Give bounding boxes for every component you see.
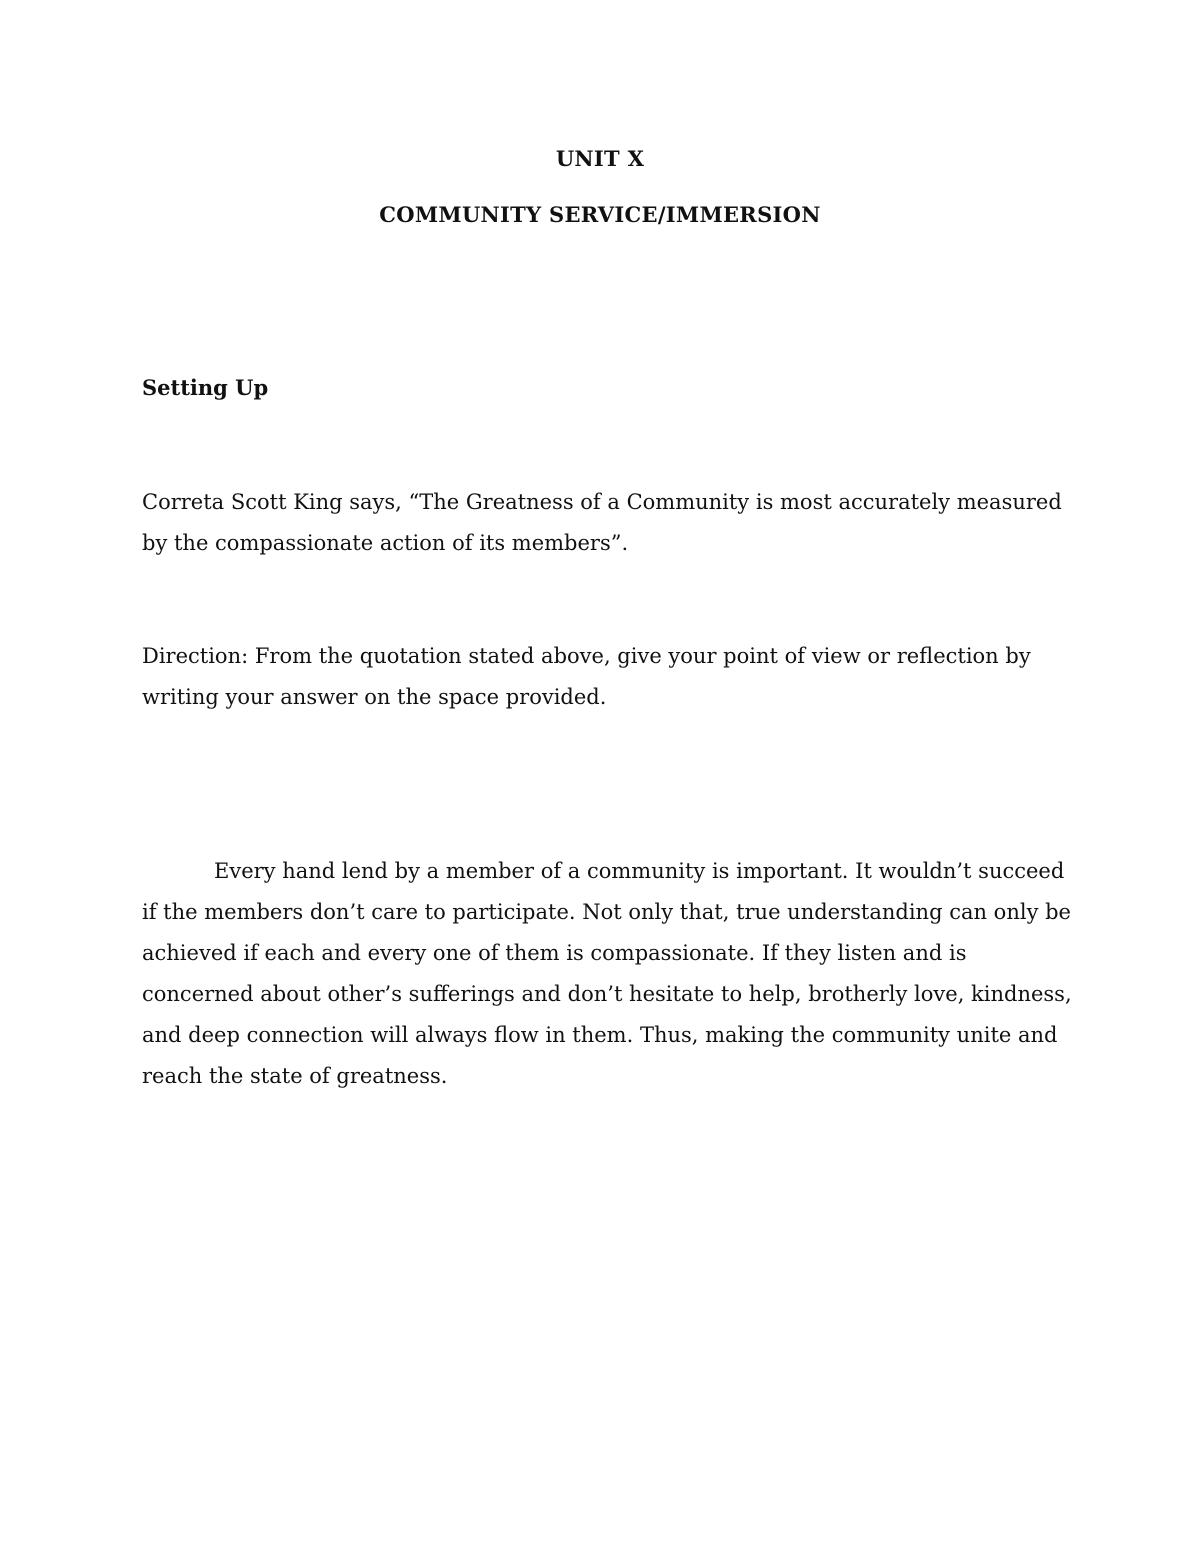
quote-paragraph: Correta Scott King says, “The Greatness of a Community is most accurately measured by the compassionate action of its members”. — [142, 490, 1062, 555]
unit-subtitle: COMMUNITY SERVICE/IMMERSION — [379, 202, 821, 227]
unit-title: UNIT X — [555, 146, 645, 171]
direction-paragraph: Direction: From the quotation stated above, give your point of view or reflection by writing your answer on the space provided. — [142, 644, 1031, 709]
answer-paragraph: Every hand lend by a member of a community is important. It wouldn’t succeed if the members don’t care to participate. Not only that, true understanding can only be achieved if each and every one of them is compassionate. If they listen and is concerned about other’s sufferings and don’t hesitate to help, brotherly love, kindness, and deep connection will always flow in them. Thus, making the community unite and reach the state of greatness. — [142, 859, 1072, 1088]
section-heading: Setting Up — [142, 375, 269, 400]
